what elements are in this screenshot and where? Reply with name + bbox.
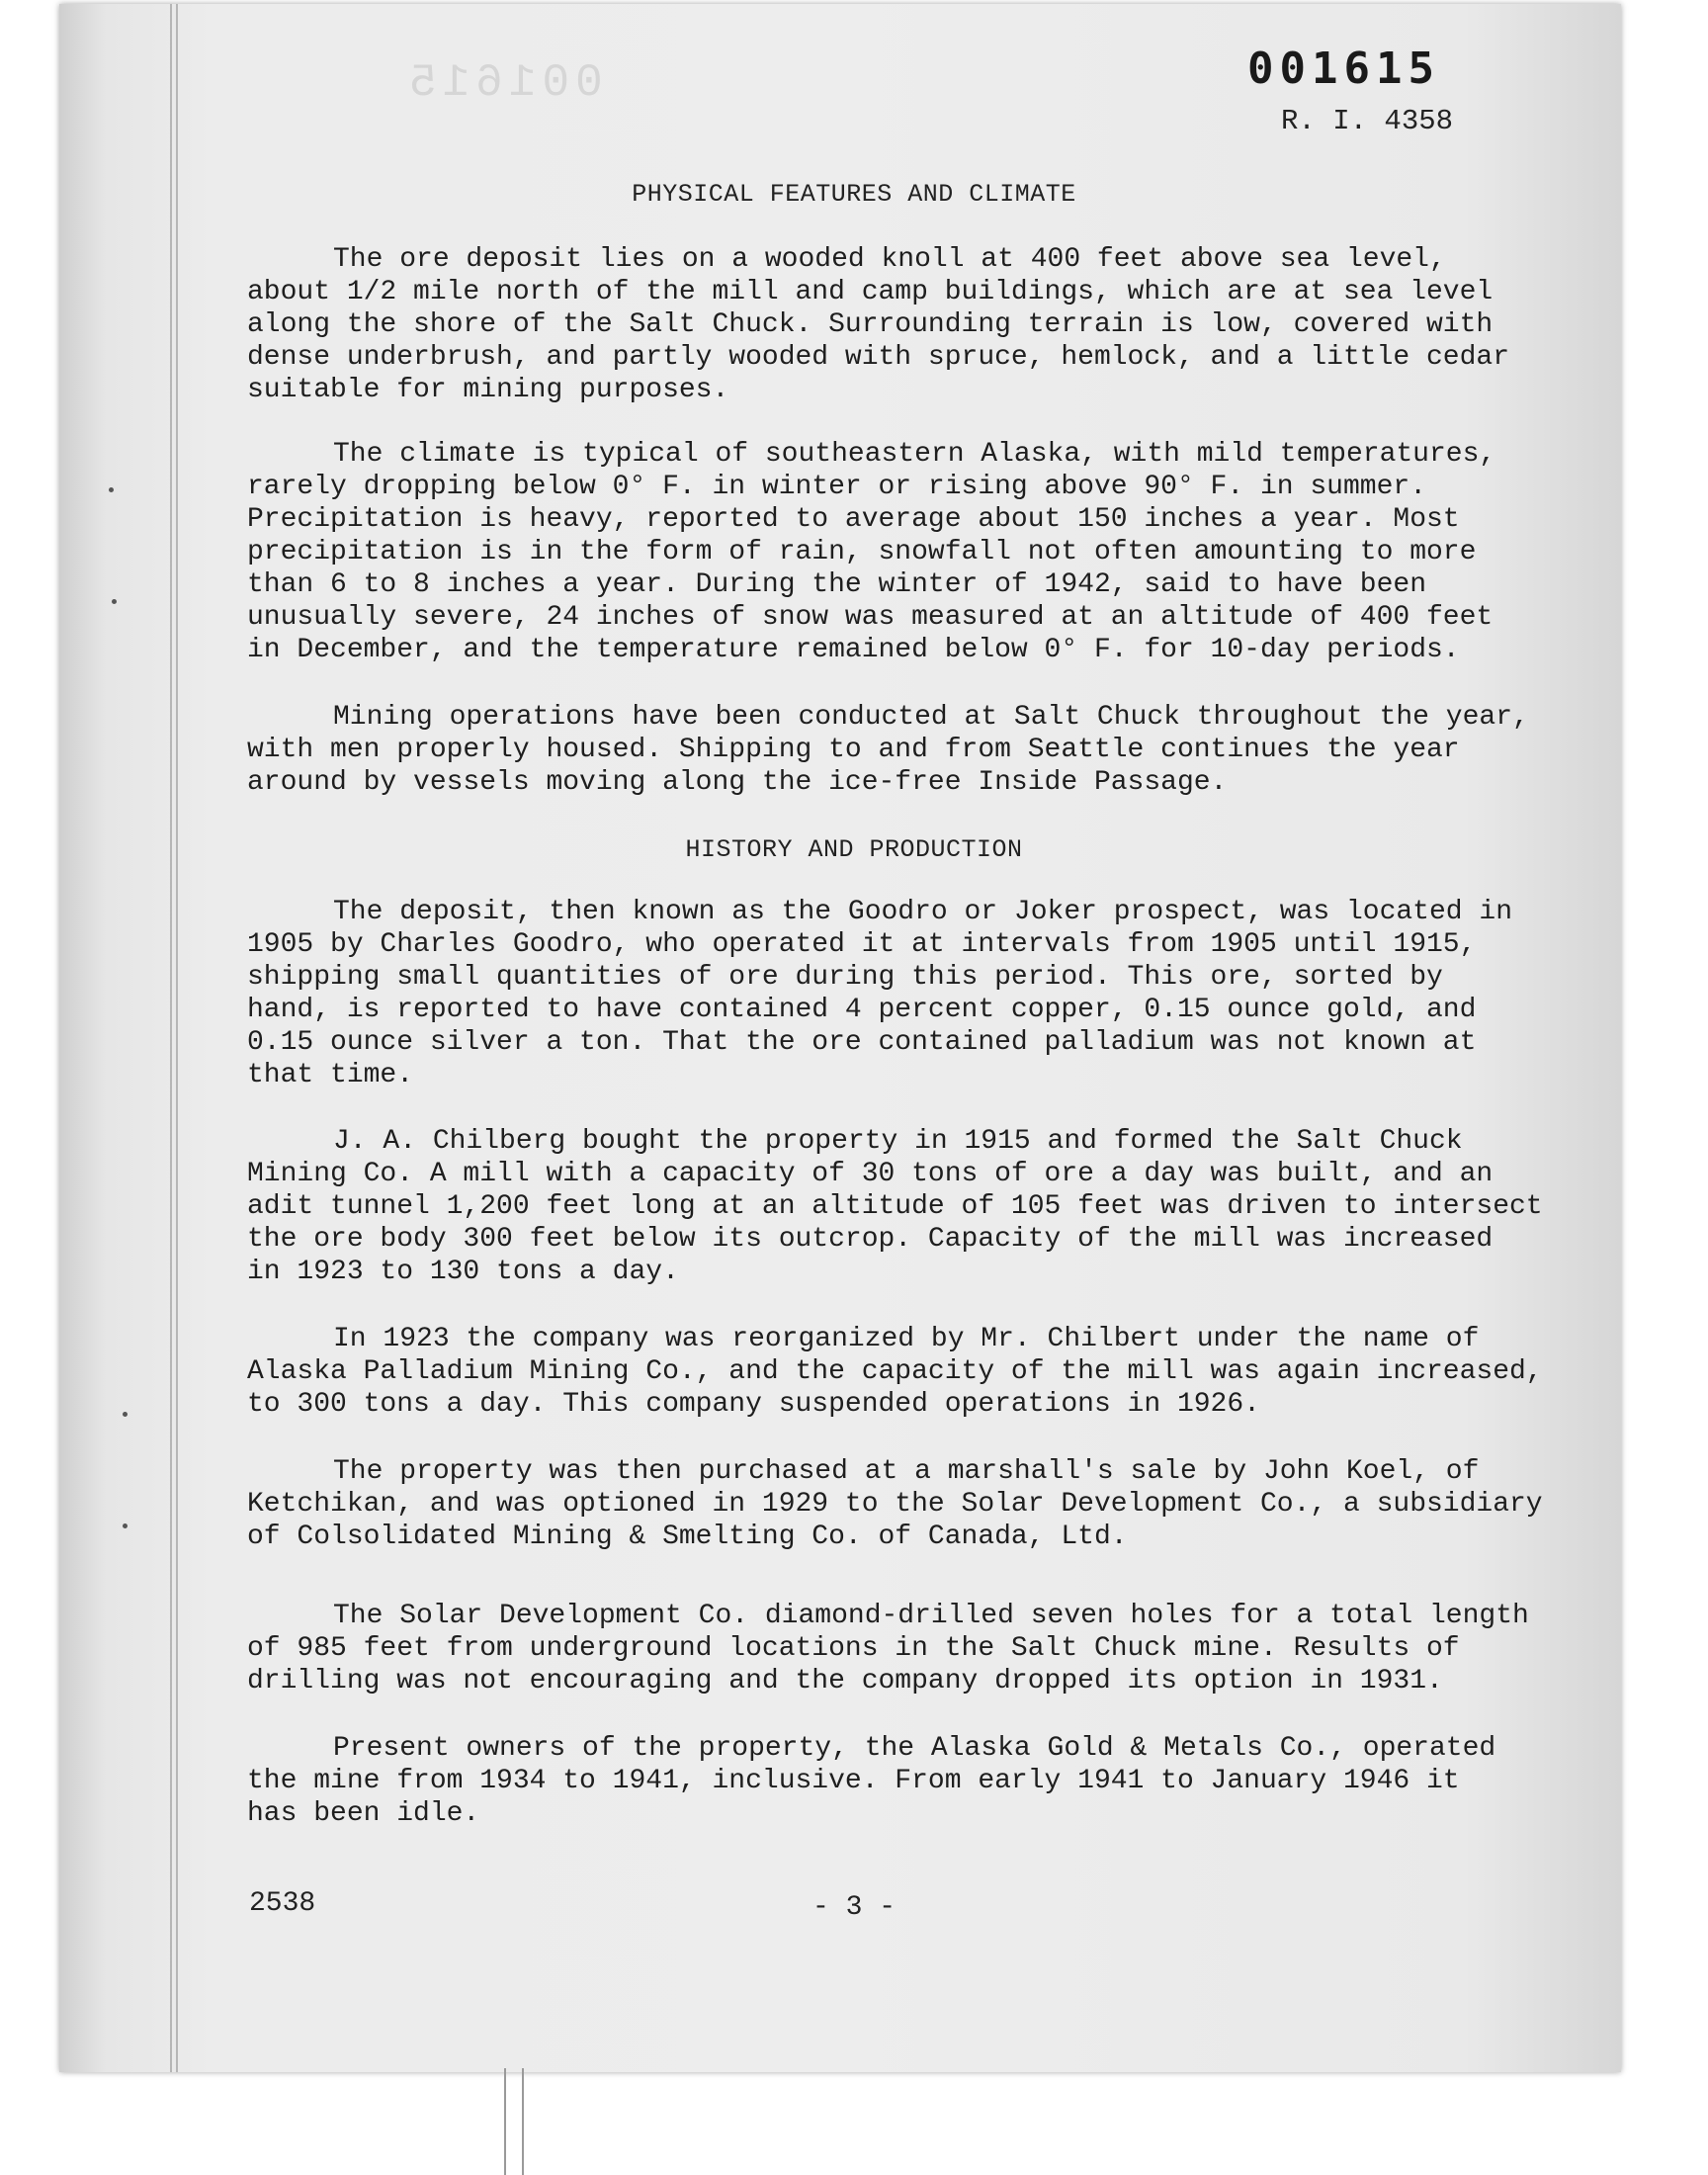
section-heading-physical-features: PHYSICAL FEATURES AND CLIMATE	[632, 180, 1076, 209]
paragraph-marshall-sale: The property was then purchased at a marshall's sale by John Koel, of Ketchikan, and was optioned in 1929 to the Solar Development Co., a subsidiary of Colsolidated Mining & Smelting Co. of Canada, Ltd.	[247, 1456, 1543, 1552]
punch-mark	[123, 1523, 128, 1528]
document-number: 001615	[1247, 44, 1440, 94]
paragraph-chilberg: J. A. Chilberg bought the property in 1915 and formed the Salt Chuck Mining Co. A mill with a capacity of 30 tons of ore a day was built, and an adit tunnel 1,200 feet long at an altitude of 105 feet was driven to intersect the ore body 300 feet below its outcrop. Capacity of the mill was increased in 1923 to 130 tons a day.	[247, 1126, 1543, 1287]
fold-line	[504, 2068, 524, 2175]
report-id: R. I. 4358	[1281, 105, 1454, 137]
bleed-through-number: 001615	[403, 57, 603, 109]
paragraph-climate: The climate is typical of southeastern Alaska, with mild temperatures, rarely dropping below 0° F. in winter or rising above 90° F. in summer. Precipitation is heavy, reported to average about 150 inches a year. Most precipitation is in the form of rain, snowfall not often amounting to more than 6 to 8 inches a year. During the winter of 1942, said to have been unusually severe, 24 inches of snow was measured at an altitude of 400 feet in December, and the temperature remained below 0° F. for 10-day periods.	[247, 439, 1496, 665]
punch-mark	[123, 1412, 128, 1417]
footer-code: 2538	[249, 1888, 316, 1919]
paragraph-reorganization: In 1923 the company was reorganized by Mr. Chilbert under the name of Alaska Palladium Mining Co., and the capacity of the mill was again increased, to 300 tons a day. This company suspended operations in 1926.	[247, 1324, 1543, 1420]
paragraph-solar-development: The Solar Development Co. diamond-drilled seven holes for a total length of 985 feet from underground locations in the Salt Chuck mine. Results of drilling was not encouraging and the company dropped its option in 1931.	[247, 1601, 1529, 1696]
paragraph-deposit-history: The deposit, then known as the Goodro or Joker prospect, was located in 1905 by Charles Goodro, who operated it at intervals from 1905 until 1915, shipping small quantities of ore during this period. This ore, sorted by hand, is reported to have contained 4 percent copper, 0.15 ounce gold, and 0.15 ounce silver a ton. That the ore contained palladium was not known at that time.	[247, 897, 1512, 1090]
section-heading-history: HISTORY AND PRODUCTION	[685, 835, 1023, 864]
paragraph-mining-operations: Mining operations have been conducted at Salt Chuck throughout the year, with men properly housed. Shipping to and from Seattle continues the year around by vessels moving along the ice-free Inside Passage.	[247, 702, 1529, 798]
punch-mark	[109, 487, 114, 492]
paragraph-present-owners: Present owners of the property, the Alaska Gold & Metals Co., operated the mine from 1934 to 1941, inclusive. From early 1941 to January 1946 it has been idle.	[247, 1733, 1496, 1829]
binding-line	[176, 4, 178, 2072]
binding-line	[170, 4, 172, 2072]
paragraph-ore-deposit: The ore deposit lies on a wooded knoll at 400 feet above sea level, about 1/2 mile north of the mill and camp buildings, which are at sea level along the shore of the Salt Chuck. Surrounding terrain is low, covered with dense underbrush, and partly wooded with spruce, hemlock, and a little cedar suitable for mining purposes.	[247, 244, 1510, 405]
page-number: - 3 -	[811, 1892, 896, 1923]
punch-mark	[112, 599, 117, 604]
